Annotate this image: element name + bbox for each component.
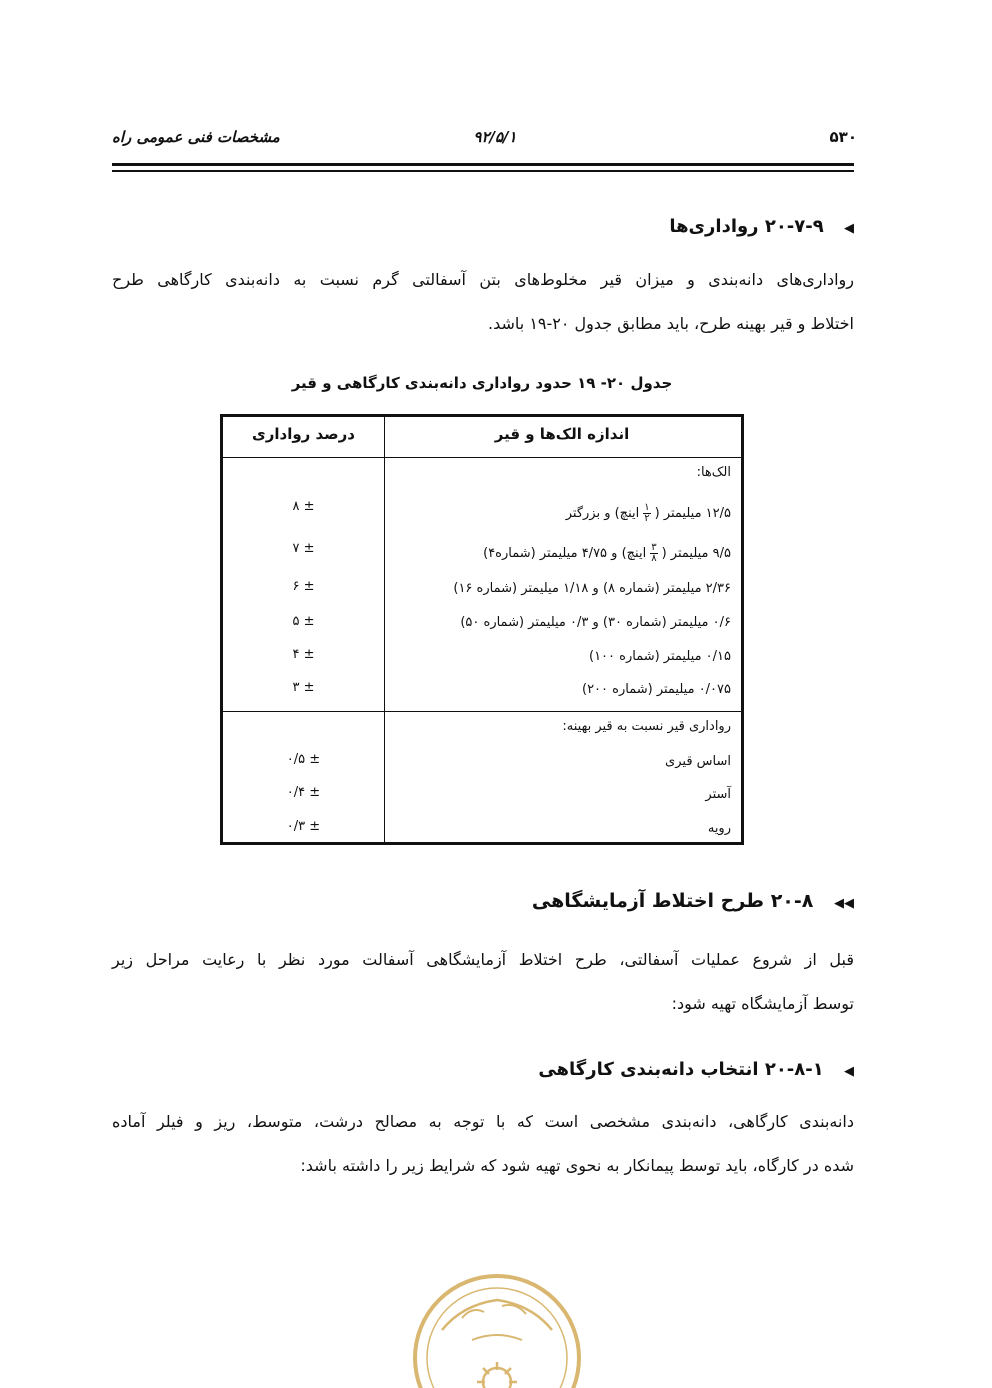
triangle-bullet-icon: ◀	[844, 221, 854, 236]
gradation-paragraph	[112, 1100, 854, 1188]
fraction: $\frac{۱}{۲}$	[644, 502, 650, 524]
paragraph-line: توسط آزمایشگاه تهیه شود:	[671, 994, 854, 1013]
bitumen-group-title: رواداری قیر نسبت به قیر بهینه:	[562, 719, 731, 734]
tolerance-value: ± ۸	[292, 499, 315, 514]
section-heading-tolerances	[669, 216, 854, 237]
header-date: ۹۲/۵/۱	[473, 128, 517, 146]
table-row-bitumen: آستر	[705, 787, 731, 802]
table-row-bitumen: رویه	[707, 821, 731, 836]
paragraph-line: شده در کارگاه، باید توسط پیمانکار به نحوی تهیه شود که شرایط زیر را داشته باشد:	[300, 1156, 854, 1175]
lab-mix-paragraph	[112, 938, 854, 1026]
table-row-sieve: ۹/۵ میلیمتر ( $\frac{۳}{۸}$ اینچ) و ۴/۷۵ میلیمتر (شماره۴)	[483, 542, 731, 564]
table-row-sieve: ۰/۶ میلیمتر (شماره ۳۰) و ۰/۳ میلیمتر (شماره ۵۰)	[460, 615, 731, 630]
section-title: رواداری‌ها	[669, 216, 759, 237]
header-rule-thin	[112, 170, 854, 172]
section-heading-gradation	[538, 1059, 854, 1080]
page-number: ۵۳۰	[829, 128, 857, 146]
table-row-sieve: ۰/۰۷۵ میلیمتر (شماره ۲۰۰)	[582, 682, 731, 697]
tolerances-paragraph	[112, 258, 854, 346]
section-title: انتخاب دانه‌بندی کارگاهی	[538, 1059, 759, 1080]
table-column-divider	[384, 417, 385, 842]
tolerance-value: ± ۳	[292, 680, 315, 695]
sieves-group-title: الک‌ها:	[696, 465, 731, 480]
table-row-sieve: ۰/۱۵ میلیمتر (شماره ۱۰۰)	[588, 649, 731, 664]
paragraph-line: قبل از شروع عملیات آسفالتی، طرح اختلاط آزمایشگاهی آسفالت مورد نظر با رعایت مراحل زیر	[112, 950, 854, 969]
tolerance-value: ± ۶	[292, 579, 315, 594]
section-number: ۲۰-۸	[770, 890, 814, 912]
tolerance-value: ± ۷	[292, 541, 315, 556]
section-number: ۲۰-۸-۱	[764, 1059, 824, 1080]
tolerance-value: ± ۰/۴	[286, 785, 321, 800]
double-triangle-bullet-icon: ◀◀	[834, 896, 854, 911]
table-caption: جدول ۲۰- ۱۹ حدود رواداری دانه‌بندی کارگاهی و قیر	[291, 374, 673, 392]
table-row-sieve: ۲/۳۶ میلیمتر (شماره ۸) و ۱/۱۸ میلیمتر (شماره ۱۶)	[453, 581, 731, 596]
section-number: ۲۰-۷-۹	[764, 216, 824, 237]
paragraph-line: دانه‌بندی کارگاهی، دانه‌بندی مشخصی است که با توجه به مصالح درشت، متوسط، ریز و فیلر آماده	[112, 1112, 854, 1131]
tolerance-value: ± ۴	[292, 647, 315, 662]
table-row-bitumen: اساس قیری	[665, 754, 731, 769]
header-rule-thick	[112, 163, 854, 166]
paragraph-line: اختلاط و قیر بهینه طرح، باید مطابق جدول ۲۰-۱۹ باشد.	[488, 314, 854, 333]
paragraph-line: رواداری‌های دانه‌بندی و میزان قیر مخلوط‌های بتن آسفالتی گرم نسبت به دانه‌بندی کارگاهی طرح	[112, 270, 854, 289]
tolerance-value: ± ۰/۳	[286, 819, 321, 834]
header-title: مشخصات فنی عمومی راه	[112, 128, 280, 146]
section-heading-lab-mix	[532, 890, 854, 912]
table-header-divider	[223, 457, 741, 458]
column-header-tolerance: درصد رواداری	[251, 425, 356, 443]
tolerance-table	[220, 414, 744, 845]
table-row-sieve: ۱۲/۵ میلیمتر ( $\frac{۱}{۲}$ اینچ) و بزرگتر	[565, 502, 731, 524]
table-group-divider	[223, 711, 741, 712]
section-title: طرح اختلاط آزمایشگاهی	[531, 890, 765, 912]
publisher-seal-icon	[402, 1270, 592, 1388]
fraction: $\frac{۳}{۸}$	[651, 542, 657, 564]
tolerance-value: ± ۰/۵	[286, 752, 321, 767]
tolerance-value: ± ۵	[292, 614, 315, 629]
column-header-size: اندازه الک‌ها و قیر	[494, 425, 630, 443]
triangle-bullet-icon: ◀	[844, 1064, 854, 1079]
